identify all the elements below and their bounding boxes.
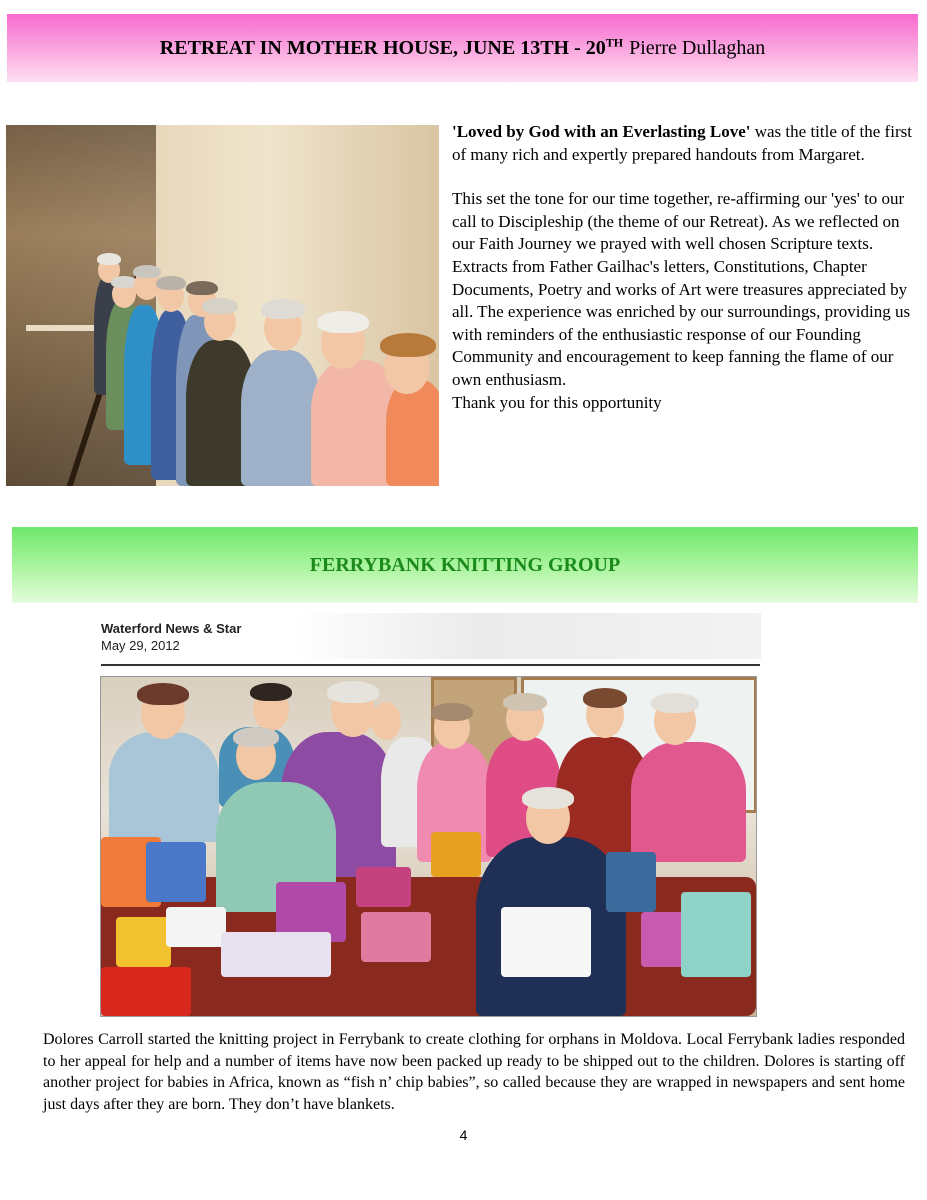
newspaper-date: May 29, 2012 [101, 638, 180, 653]
page-number: 4 [459, 1127, 468, 1143]
retreat-paragraph-3: Thank you for this opportunity [452, 392, 662, 412]
retreat-author: Pierre Dullaghan [629, 36, 766, 59]
retreat-title-superscript: TH [605, 34, 624, 49]
newspaper-masthead-graphic [291, 613, 761, 659]
retreat-banner [7, 14, 918, 82]
retreat-paragraph-1: 'Loved by God with an Everlasting Love' was the title of the first of many rich and expertly prepared handouts from Margaret. [452, 122, 912, 164]
retreat-handout-title: 'Loved by God with an Everlasting Love' [452, 122, 751, 141]
retreat-title: RETREAT IN MOTHER HOUSE, JUNE 13TH - 20TH [159, 34, 624, 59]
retreat-paragraph-2: This set the tone for our time together, re-affirming our 'yes' to our call to Discipleship (the theme of our Retreat). As we reflected on our Faith Journey we prayed with well chosen Scripture texts. Extracts from Father Gailhac's letters, Constitutions, Chapter Documents, Poetry and works of Art were treasures appreciated by all. The experience was enriched by our surroundings, providing us with reminders of the enthusiastic response of our Founding Community and encouragement to keep fanning the flame of our own enthusiasm. [452, 189, 911, 389]
newspaper-name: Waterford News & Star [101, 621, 242, 636]
knitting-group-photo [101, 677, 756, 1016]
newspaper-divider [101, 664, 760, 666]
knitting-banner [12, 527, 918, 603]
knitting-title: FERRYBANK KNITTING GROUP [309, 553, 621, 576]
retreat-article [452, 121, 912, 414]
retreat-group-photo [6, 125, 439, 486]
newspaper-header [101, 617, 760, 667]
knitting-article: Dolores Carroll started the knitting project in Ferrybank to create clothing for orphans in Moldova. Local Ferrybank ladies responded to her appeal for help and a number of items have now been packed up ready to be shipped out to the children. Dolores is starting off another project for babies in Africa, known as “fish n’ chip babies”, so called because they are wrapped in newspapers and sent home just days after they are born. They don’t have blankets. [43, 1031, 905, 1113]
